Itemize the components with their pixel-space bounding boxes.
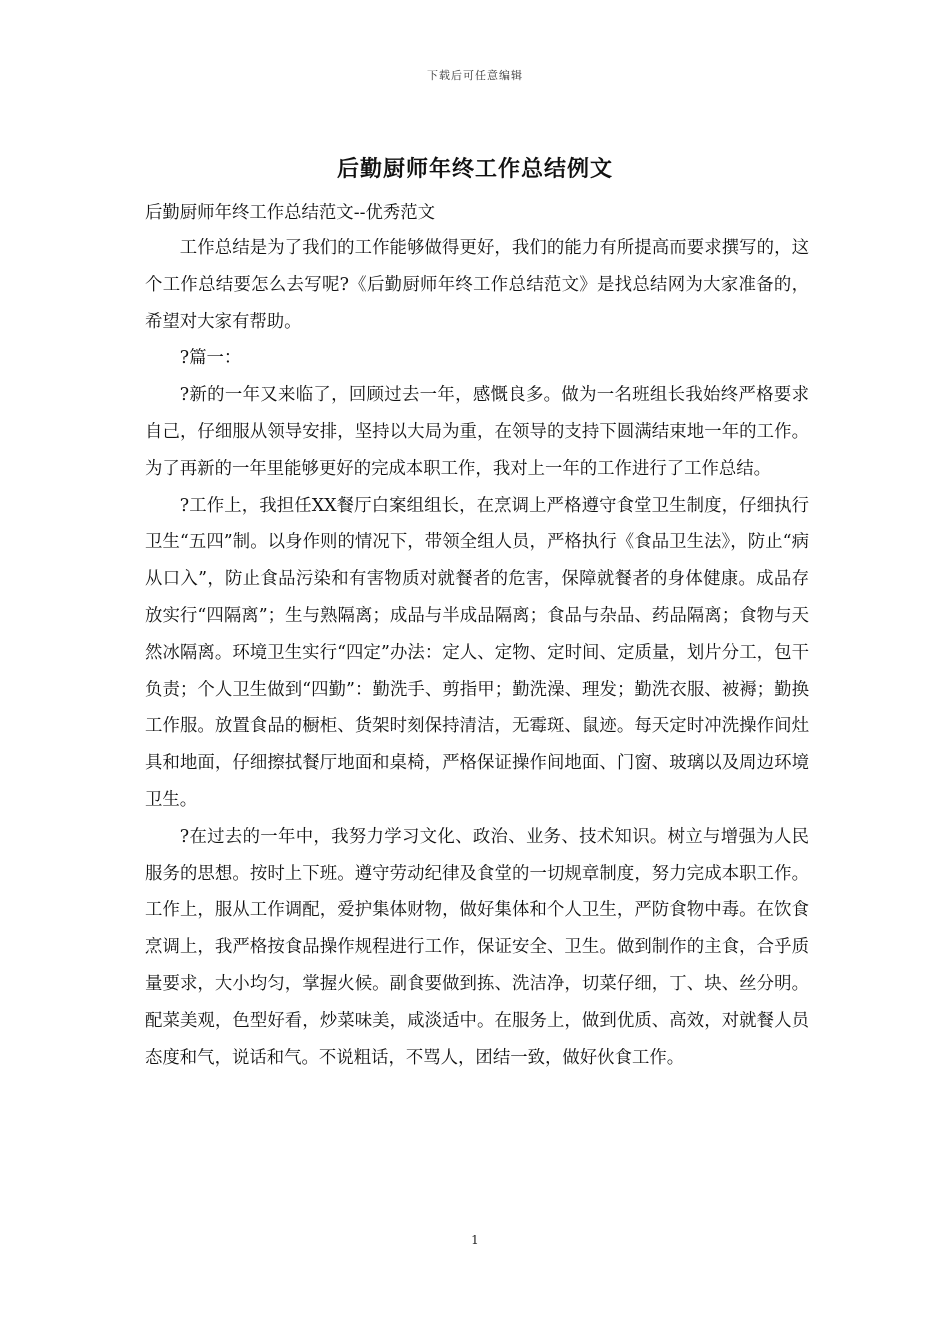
page-number: 1 xyxy=(471,1233,479,1247)
paragraph-study: ?在过去的一年中，我努力学习文化、政治、业务、技术知识。树立与增强为人民服务的思想。按时上下班。遵守劳动纪律及食堂的一切规章制度，努力完成本职工作。工作上，服从工作调配，爱护集体财物，做好集体和个人卫生，严防食物中毒。在饮食烹调上，我严格按食品操作规程进行工作，保证安全、卫生。做到制作的主食，合乎质量要求，大小均匀，掌握火候。副食要做到拣、洗洁净，切菜仔细，丁、块、丝分明。配菜美观，色型好看，炒菜味美，咸淡适中。在服务上，做到优质、高效，对就餐人员态度和气，说话和气。不说粗话，不骂人，团结一致，做好伙食工作。 xyxy=(145,826,809,1068)
document-body xyxy=(145,198,809,1076)
paragraph-intro: 工作总结是为了我们的工作能够做得更好，我们的能力有所提高而要求撰写的，这个工作总结要怎么去写呢?《后勤厨师年终工作总结范文》是找总结网为大家准备的，希望对大家有帮助。 xyxy=(145,238,809,332)
paragraph-hygiene: ?工作上，我担任XX餐厅白案组组长，在烹调上严格遵守食堂卫生制度，仔细执行卫生“五四”制。以身作则的情况下，带领全组人员，严格执行《食品卫生法》，防止“病从口入”，防止食品污染和有害物质对就餐者的危害，保障就餐者的身体健康。成品存放实行“四隔离”；生与熟隔离；成品与半成品隔离；食品与杂品、药品隔离；食物与天然冰隔离。环境卫生实行“四定”办法：定人、定物、定时间、定质量，划片分工，包干负责；个人卫生做到“四勤”：勤洗手、剪指甲；勤洗澡、理发；勤洗衣服、被褥；勤换工作服。放置食品的橱柜、货架时刻保持清洁，无霉斑、鼠迹。每天定时冲洗操作间灶具和地面，仔细擦拭餐厅地面和桌椅，严格保证操作间地面、门窗、玻璃以及周边环境卫生。 xyxy=(145,495,809,810)
document-subtitle: 后勤厨师年终工作总结范文--优秀范文 xyxy=(145,203,436,223)
header-note: 下载后可任意编辑 xyxy=(427,69,523,82)
document-title: 后勤厨师年终工作总结例文 xyxy=(336,156,613,182)
paragraph-section-heading: ?篇一： xyxy=(179,348,242,369)
paragraph-review: ?新的一年又来临了，回顾过去一年，感慨良多。做为一名班组长我始终严格要求自己，仔细服从领导安排，坚持以大局为重，在领导的支持下圆满结束地一年的工作。为了再新的一年里能够更好的完成本职工作，我对上一年的工作进行了工作总结。 xyxy=(145,385,809,479)
